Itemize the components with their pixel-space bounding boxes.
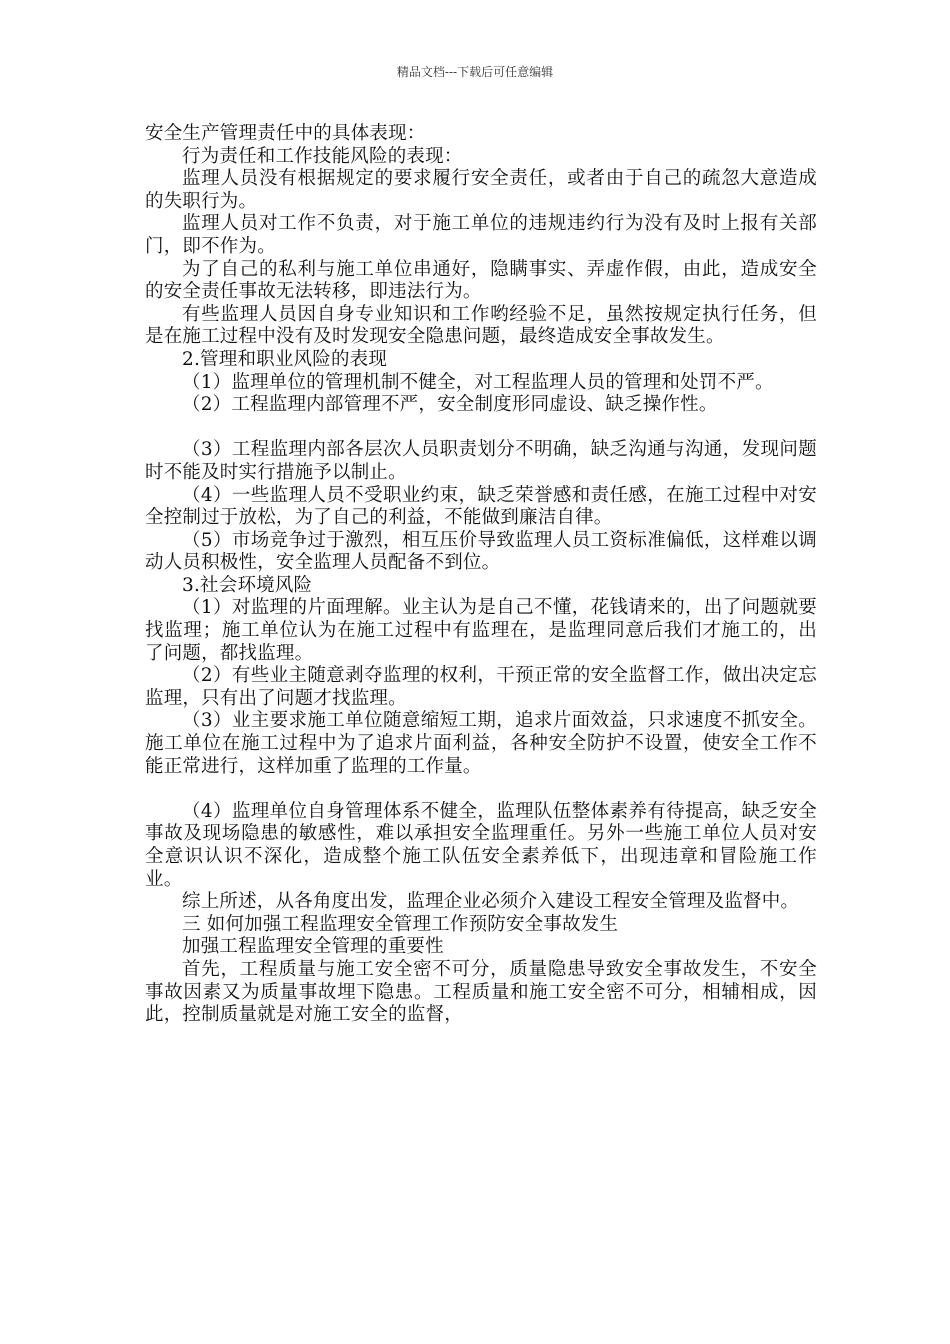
paragraph: （2）有些业主随意剥夺监理的权利，干预正常的安全监督工作，做出决定忘监理，只有出了问题才找监理。 [145,665,817,709]
paragraph: 为了自己的私利与施工单位串通好，隐瞒事实、弄虚作假，由此，造成安全的安全责任事故无法转移，即违法行为。 [145,258,817,303]
subsection-heading: 加强工程监理安全管理的重要性 [182,936,444,958]
paragraph: 安全生产管理责任中的具体表现： [145,123,426,144]
paragraph: （3）工程监理内部各层次人员职责划分不明确，缺乏沟通与沟通，发现问题时不能及时实行措施予以制止。 [145,439,817,483]
paragraph: 监理人员对工作不负责，对于施工单位的违规违约行为没有及时上报有关部门，即不作为。 [145,213,817,257]
paragraph: 首先，工程质量与施工安全密不可分，质量隐患导致安全事故发生，不安全事故因素又为质量事故埋下隐患。工程质量和施工安全密不可分，相辅相成，因此，控制质量就是对施工安全的监督， [145,958,817,1026]
paragraph: （3）业主要求施工单位随意缩短工期，追求片面效益，只求速度不抓安全。施工单位在施工过程中为了追求片面利益，各种安全防护不设置，使安全工作不能正常进行，这样加重了监理的工作量。 [145,710,817,777]
section-heading: 2.管理和职业风险的表现 [182,348,388,370]
paragraph: 有些监理人员因自身专业知识和工作哟经验不足，虽然按规定执行任务，但是在施工过程中没有及时发现安全隐患问题，最终造成安全事故发生。 [145,303,817,348]
paragraph: （4）监理单位自身管理体系不健全，监理队伍整体素养有待提高，缺乏安全事故及现场隐患的敏感性，难以承担安全监理重任。另外一些施工单位人员对安全意识认识不深化，造成整个施工队伍安全素养低下，出现违章和冒险施工作业。 [145,800,817,890]
paragraph: （4）一些监理人员不受职业约束，缺乏荣誉感和责任感，在施工过程中对安全控制过于放松，为了自己的利益，不能做到廉洁自律。 [145,484,817,529]
section-heading: 3.社会环境风险 [182,574,313,596]
paragraph: 监理人员没有根据规定的要求履行安全责任，或者由于自己的疏忽大意造成的失职行为。 [145,168,817,212]
paragraph: （2）工程监理内部管理不严，安全制度形同虚设、缺乏操作性。 [182,394,718,416]
section-heading: 三 如何加强工程监理安全管理工作预防安全事故发生 [182,913,619,935]
document-body [145,123,817,1027]
paragraph: （1）对监理的片面理解。业主认为是自己不懂，花钱请来的，出了问题就要找监理；施工单位认为在施工过程中有监理在，是监理同意后我们才施工的，出了问题，都找监理。 [145,597,817,664]
paragraph: 行为责任和工作技能风险的表现： [182,145,463,167]
paragraph: （1）监理单位的管理机制不健全，对工程监理人员的管理和处罚不严。 [182,371,774,393]
paragraph: （5）市场竞争过于激烈，相互压价导致监理人员工资标准偏低，这样难以调动人员积极性，安全监理人员配备不到位。 [145,529,817,574]
page-header: 精品文档---下载后可任意编辑 [396,65,554,79]
paragraph: 综上所述，从各角度出发，监理企业必须介入建设工程安全管理及监督中。 [182,891,800,913]
